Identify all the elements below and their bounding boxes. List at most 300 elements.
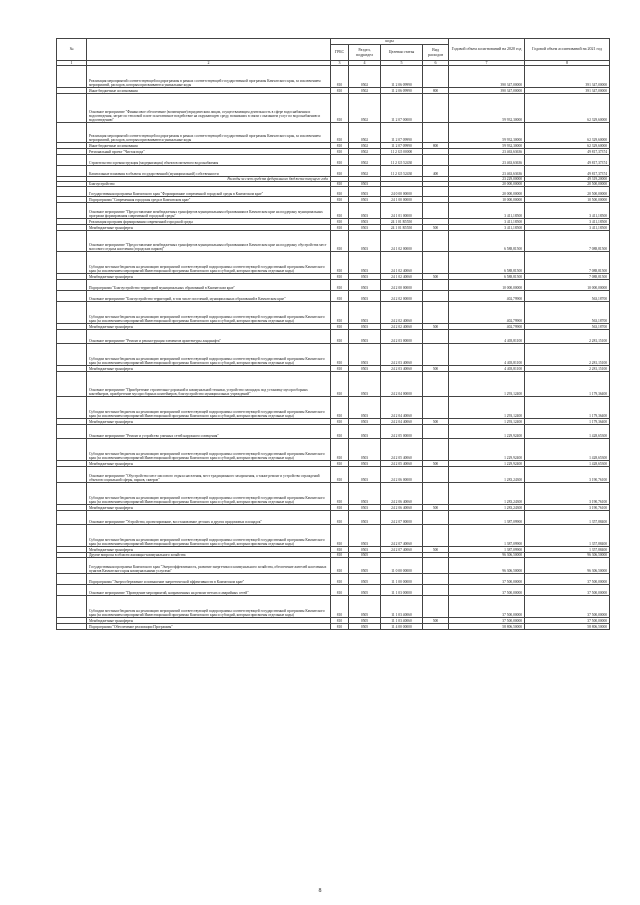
row-razdel-cell: 0503 <box>349 187 381 197</box>
row-name-cell: Субсидии местным бюджетам на реализацию мероприятий соответствующей подпрограммы соответствующей государственной программы Камчатского края (за исключением мероприятий Инвестиционной программы Камчатского края и субсидий, которым присвоены отдельные коды) <box>87 483 331 505</box>
row-2021-cell: 96 306,50000 <box>525 558 610 574</box>
row-2020-cell: 3 411,18500 <box>449 219 525 225</box>
row-tsel-cell: 24 2 02 00000 <box>381 291 423 302</box>
row-name-cell: Субсидии местным бюджетам на реализацию мероприятий соответствующей подпрограммы соответствующей государственной программы Камчатского края (за исключением мероприятий Инвестиционной программы Камчатского края и субсидий, которым присвоены отдельные коды) <box>87 252 331 274</box>
row-2021-cell: 1 428,65300 <box>525 425 610 439</box>
row-grbs-cell: 810 <box>331 123 349 143</box>
row-name-cell: Межбюджетные трансферты <box>87 274 331 280</box>
row-tsel-cell: 11 2 06 09990 <box>381 66 423 88</box>
row-vid-cell: 500 <box>423 618 449 624</box>
row-razdel-cell: 0503 <box>349 511 381 525</box>
row-2021-cell: 3 411,18500 <box>525 225 610 231</box>
row-grbs-cell: 810 <box>331 372 349 397</box>
row-name-cell: Благоустройство <box>87 182 331 187</box>
row-tsel-cell: 24 2 05 00000 <box>381 425 423 439</box>
row-name-cell: Межбюджетные трансферты <box>87 366 331 372</box>
row-2020-cell: 20 000,00000 <box>449 182 525 187</box>
row-vid-cell <box>423 252 449 274</box>
table-row <box>57 397 610 419</box>
row-grbs-cell: 810 <box>331 505 349 511</box>
row-tsel-cell: 24 2 06 00000 <box>381 467 423 483</box>
row-2021-cell: 49 319,20000 <box>525 177 610 182</box>
row-vid-cell <box>423 397 449 419</box>
col-number: 1 <box>57 61 87 66</box>
row-2021-cell: 2 281,15100 <box>525 330 610 344</box>
row-num-cell <box>57 483 87 505</box>
row-2020-cell: 1 293,12400 <box>449 419 525 425</box>
col-number: 7 <box>449 61 525 66</box>
row-name-cell: Строительство и реконструкция (модернизация) объектов питьевого водоснабжения <box>87 155 331 166</box>
row-razdel-cell: 0503 <box>349 197 381 203</box>
row-vid-cell <box>423 280 449 291</box>
row-grbs-cell: 810 <box>331 461 349 467</box>
row-2021-cell: 1 179,36400 <box>525 397 610 419</box>
row-grbs-cell: 810 <box>331 143 349 149</box>
row-2020-cell: 4 403,81100 <box>449 330 525 344</box>
row-grbs-cell: 810 <box>331 291 349 302</box>
row-2020-cell: 23 463,63636 <box>449 155 525 166</box>
row-num-cell <box>57 123 87 143</box>
row-grbs-cell: 810 <box>331 252 349 274</box>
budget-table <box>56 38 610 630</box>
row-2021-cell: 37 500,00000 <box>525 585 610 596</box>
row-tsel-cell: 24 1 01 R5550 <box>381 219 423 225</box>
row-name-cell: Субсидии местным бюджетам на реализацию мероприятий соответствующей подпрограммы соответствующей государственной программы Камчатского края (за исключением мероприятий Инвестиционной программы Камчатского края и субсидий, которым присвоены отдельные коды) <box>87 302 331 324</box>
row-grbs-cell: 810 <box>331 467 349 483</box>
row-num-cell <box>57 585 87 596</box>
col-number: 8 <box>525 61 610 66</box>
row-tsel-cell: 24 2 04 00000 <box>381 372 423 397</box>
row-num-cell <box>57 372 87 397</box>
row-vid-cell <box>423 558 449 574</box>
row-2021-cell: 10 000,00000 <box>525 280 610 291</box>
row-grbs-cell: 810 <box>331 155 349 166</box>
table-row <box>57 372 610 397</box>
col-name-header <box>87 39 331 61</box>
row-2020-cell: 4 403,81100 <box>449 344 525 366</box>
row-num-cell <box>57 624 87 630</box>
row-2020-cell: 402,79900 <box>449 291 525 302</box>
row-vid-cell <box>423 511 449 525</box>
page-number: 8 <box>318 888 322 894</box>
row-name-cell: Основное мероприятие "Благоустройство территорий, в том числе поселений, муниципальных образований в Камчатском крае" <box>87 291 331 302</box>
row-vid-cell <box>423 439 449 461</box>
row-2020-cell: 37 500,00000 <box>449 574 525 585</box>
table-row <box>57 425 610 439</box>
row-razdel-cell: 0505 <box>349 618 381 624</box>
row-2020-cell: 23 463,63636 <box>449 149 525 155</box>
row-razdel-cell: 0503 <box>349 461 381 467</box>
row-vid-cell <box>423 203 449 219</box>
row-vid-cell: 500 <box>423 419 449 425</box>
table-row <box>57 187 610 197</box>
row-grbs-cell: 810 <box>331 330 349 344</box>
row-2020-cell: 1 293,12400 <box>449 397 525 419</box>
row-2020-cell: 23 463,63636 <box>449 166 525 177</box>
row-razdel-cell: 0503 <box>349 280 381 291</box>
table-row <box>57 439 610 461</box>
row-grbs-cell: 810 <box>331 302 349 324</box>
row-grbs-cell: 810 <box>331 624 349 630</box>
row-razdel-cell: 0502 <box>349 155 381 166</box>
row-tsel-cell: 24 1 02 40060 <box>381 274 423 280</box>
row-name-cell: Реализация программ формирования современной городской среды <box>87 219 331 225</box>
row-2020-cell: 58 806,50000 <box>449 624 525 630</box>
row-2020-cell: 23 229,00000 <box>449 177 525 182</box>
col-2021-header: Годовой объем ассигнований на 2021 год <box>525 39 610 61</box>
row-name-cell: Основное мероприятие "Устройство, проектирование, восстановление детских и других придомовых площадок" <box>87 511 331 525</box>
row-grbs-cell: 810 <box>331 596 349 618</box>
row-num-cell <box>57 166 87 177</box>
row-name-cell: Подпрограмма "Современная городская среда в Камчатском крае" <box>87 197 331 203</box>
table-row <box>57 483 610 505</box>
row-grbs-cell: 810 <box>331 558 349 574</box>
row-2021-cell: 3 190,76100 <box>525 505 610 511</box>
row-vid-cell <box>423 291 449 302</box>
table-row <box>57 511 610 525</box>
row-name-cell: Межбюджетные трансферты <box>87 461 331 467</box>
row-razdel-cell: 0503 <box>349 547 381 553</box>
row-name-cell: Реализация мероприятий соответствующей подпрограммы в рамках соответствующей государственной программы Камчатского края, за исключением мероприятий, расходов, которым присваиваются уникальные коды <box>87 66 331 88</box>
row-razdel-cell: 0503 <box>349 372 381 397</box>
row-vid-cell <box>423 330 449 344</box>
row-num-cell <box>57 511 87 525</box>
row-2021-cell: 20 500,00000 <box>525 182 610 187</box>
row-grbs-cell: 810 <box>331 366 349 372</box>
row-name-cell: Основное мероприятие "Предоставление межбюджетных трансфертов муниципальным образованиям в Камчатском крае на поддержку обустройства мест массового отдыха населения (городских парков)" <box>87 231 331 252</box>
budget-table-page <box>56 38 609 630</box>
row-2021-cell: 1 428,65300 <box>525 461 610 467</box>
col-number: 6 <box>423 61 449 66</box>
row-tsel-cell: 11 2 07 00000 <box>381 94 423 123</box>
row-tsel-cell: 24 2 02 40060 <box>381 302 423 324</box>
row-razdel-cell: 0502 <box>349 94 381 123</box>
row-vid-cell: 500 <box>423 461 449 467</box>
row-num-cell <box>57 280 87 291</box>
row-num-cell <box>57 66 87 88</box>
row-num-cell <box>57 330 87 344</box>
row-tsel-cell: 24 2 05 40060 <box>381 461 423 467</box>
col-razdel-header: Раздел, подраздел <box>349 45 381 61</box>
row-grbs-cell: 810 <box>331 280 349 291</box>
row-tsel-cell: 11 1 03 00000 <box>381 585 423 596</box>
row-2021-cell: 1 428,65300 <box>525 439 610 461</box>
row-2020-cell: 1 387,09900 <box>449 511 525 525</box>
row-grbs-cell: 810 <box>331 511 349 525</box>
row-num-cell <box>57 252 87 274</box>
row-2021-cell: 58 806,50000 <box>525 624 610 630</box>
row-name-cell: Государственная программа Камчатского края "Энергоэффективность, развитие энергетики и коммунального хозяйства, обеспечение жителей населенных пунктов Камчатского края коммунальными услугами" <box>87 558 331 574</box>
row-num-cell <box>57 467 87 483</box>
row-razdel-cell: 0503 <box>349 525 381 547</box>
row-2020-cell: 3 411,18500 <box>449 203 525 219</box>
row-2020-cell: 10 000,00000 <box>449 197 525 203</box>
row-razdel-cell: 0505 <box>349 585 381 596</box>
row-2021-cell: 62 329,60000 <box>525 94 610 123</box>
row-vid-cell: 800 <box>423 143 449 149</box>
row-vid-cell <box>423 66 449 88</box>
table-row <box>57 525 610 547</box>
row-razdel-cell: 0502 <box>349 88 381 94</box>
row-grbs-cell: 810 <box>331 197 349 203</box>
row-name-cell: Основное мероприятие "Проведение мероприятий, направленных на ремонт ветхих и аварийных сетей" <box>87 585 331 596</box>
table-row <box>57 330 610 344</box>
row-2020-cell: 390 347,00000 <box>449 88 525 94</box>
row-tsel-cell: 24 2 00 00000 <box>381 280 423 291</box>
row-2020-cell: 59 932,30000 <box>449 94 525 123</box>
row-tsel-cell: 24 0 00 00000 <box>381 187 423 197</box>
table-row <box>57 166 610 177</box>
row-2021-cell: 3 411,18500 <box>525 203 610 219</box>
row-num-cell <box>57 203 87 219</box>
row-tsel-cell: 24 2 03 40060 <box>381 366 423 372</box>
row-num-cell <box>57 574 87 585</box>
row-grbs-cell: 810 <box>331 203 349 219</box>
row-vid-cell <box>423 123 449 143</box>
row-2021-cell: 1 357,88400 <box>525 525 610 547</box>
row-name-cell: Межбюджетные трансферты <box>87 505 331 511</box>
row-tsel-cell: 11 0 00 00000 <box>381 558 423 574</box>
row-razdel-cell: 0503 <box>349 439 381 461</box>
row-tsel-cell: 24 2 06 40060 <box>381 483 423 505</box>
row-razdel-cell: 0502 <box>349 143 381 149</box>
row-2020-cell: 59 932,30000 <box>449 143 525 149</box>
row-vid-cell <box>423 187 449 197</box>
row-razdel-cell: 0502 <box>349 166 381 177</box>
row-vid-cell: 500 <box>423 366 449 372</box>
row-name-cell: Основное мероприятие "Обустройство мест массового отдыха населения, мест традиционного захоронения, а также ремонт и устройство ограждений объектов социальной сферы, парков, скверов" <box>87 467 331 483</box>
row-grbs-cell: 810 <box>331 94 349 123</box>
row-razdel-cell: 0503 <box>349 366 381 372</box>
row-2021-cell: 49 817,37374 <box>525 155 610 166</box>
row-tsel-cell: 24 2 03 40060 <box>381 344 423 366</box>
table-row <box>57 66 610 88</box>
row-2021-cell: 7 088,81500 <box>525 231 610 252</box>
row-grbs-cell: 810 <box>331 525 349 547</box>
row-grbs-cell: 810 <box>331 149 349 155</box>
row-2021-cell: 7 088,81500 <box>525 252 610 274</box>
row-vid-cell: 800 <box>423 88 449 94</box>
row-name-cell: Основное мероприятие "Ремонт и реконструкция элементов архитектуры ландшафта" <box>87 330 331 344</box>
row-2020-cell: 1 283,24300 <box>449 467 525 483</box>
col-vid-header: Вид расходов <box>423 45 449 61</box>
row-2021-cell: 1 179,36400 <box>525 419 610 425</box>
row-num-cell <box>57 291 87 302</box>
row-tsel-cell: 24 1 00 00000 <box>381 197 423 203</box>
row-name-cell: Основное мероприятие "Предоставление межбюджетных трансфертов муниципальным образованиям в Камчатском крае на поддержку муниципальных программ формирования современной городской среды" <box>87 203 331 219</box>
row-num-cell <box>57 231 87 252</box>
row-2020-cell: 10 000,00000 <box>449 280 525 291</box>
row-2021-cell: 563,18700 <box>525 324 610 330</box>
row-grbs-cell: 810 <box>331 547 349 553</box>
row-num-cell <box>57 439 87 461</box>
row-razdel-cell: 0505 <box>349 624 381 630</box>
row-vid-cell <box>423 231 449 252</box>
row-razdel-cell: 0503 <box>349 419 381 425</box>
row-name-cell: Межбюджетные трансферты <box>87 618 331 624</box>
row-2020-cell: 402,79900 <box>449 324 525 330</box>
row-grbs-cell: 810 <box>331 425 349 439</box>
row-2020-cell: 3 411,18500 <box>449 225 525 231</box>
row-tsel-cell: 11 1 00 00000 <box>381 574 423 585</box>
row-2020-cell: 4 403,81100 <box>449 366 525 372</box>
row-2020-cell: 96 306,50000 <box>449 558 525 574</box>
row-name-cell: Расходы за счет средств федерального бюджета текущего года <box>87 177 331 182</box>
row-razdel-cell: 0503 <box>349 397 381 419</box>
row-razdel-cell: 0503 <box>349 324 381 330</box>
row-name-cell: Другие вопросы в области жилищно-коммунального хозяйства <box>87 553 331 558</box>
row-2020-cell: 1 293,12400 <box>449 372 525 397</box>
row-grbs-cell: 810 <box>331 483 349 505</box>
row-2020-cell: 37 500,00000 <box>449 618 525 624</box>
row-tsel-cell: 11 2 06 09990 <box>381 88 423 94</box>
row-razdel-cell: 0503 <box>349 467 381 483</box>
row-grbs-cell: 810 <box>331 324 349 330</box>
row-razdel-cell: 0503 <box>349 505 381 511</box>
col-grbs-header: ГРБС <box>331 45 349 61</box>
row-vid-cell: 500 <box>423 225 449 231</box>
row-2021-cell: 391 347,00000 <box>525 66 610 88</box>
row-name-cell: Основное мероприятие "Финансовое обеспечение (возмещение) юридическим лицам, осуществляющим деятельность в сфере водоснабжения и водоотведения, затрат по тепловой плате за негативное воздействие на окружающую среду, возникших в связи с оказанием услуг по водоснабжению и водоотведению" <box>87 94 331 123</box>
row-vid-cell <box>423 596 449 618</box>
row-2021-cell: 3 190,76100 <box>525 467 610 483</box>
row-razdel-cell: 0503 <box>349 483 381 505</box>
row-2020-cell: 1 229,92400 <box>449 439 525 461</box>
table-row <box>57 558 610 574</box>
row-name-cell: Основное мероприятие "Ремонт и устройство уличных сетей наружного освещения" <box>87 425 331 439</box>
row-name-cell: Иные бюджетные ассигнования <box>87 143 331 149</box>
row-razdel-cell: 0505 <box>349 553 381 558</box>
table-row <box>57 291 610 302</box>
row-tsel-cell: 11 2 G5 00000 <box>381 149 423 155</box>
row-name-cell: Межбюджетные трансферты <box>87 547 331 553</box>
table-row <box>57 344 610 366</box>
row-vid-cell: 500 <box>423 274 449 280</box>
row-name-cell: Государственная программа Камчатского края "Формирование современной городской среды в Камчатском крае" <box>87 187 331 197</box>
row-vid-cell <box>423 483 449 505</box>
row-tsel-cell: 24 2 04 40060 <box>381 397 423 419</box>
row-name-cell: Межбюджетные трансферты <box>87 419 331 425</box>
row-tsel-cell: 11 2 07 09990 <box>381 123 423 143</box>
row-name-cell: Иные бюджетные ассигнования <box>87 88 331 94</box>
row-2020-cell: 37 500,00000 <box>449 596 525 618</box>
row-num-cell <box>57 94 87 123</box>
row-name-cell: Субсидии местным бюджетам на реализацию мероприятий соответствующей подпрограммы соответствующей государственной программы Камчатского края (за исключением мероприятий Инвестиционной программы Камчатского края и субсидий, которым присвоены отдельные коды) <box>87 439 331 461</box>
row-vid-cell: 500 <box>423 505 449 511</box>
row-2021-cell: 7 088,81500 <box>525 274 610 280</box>
row-2020-cell: 6 588,81500 <box>449 274 525 280</box>
row-num-cell <box>57 302 87 324</box>
row-grbs-cell: 810 <box>331 88 349 94</box>
row-razdel-cell: 0502 <box>349 149 381 155</box>
row-name-cell: Субсидии местным бюджетам на реализацию мероприятий соответствующей подпрограммы соответствующей государственной программы Камчатского края (за исключением мероприятий Инвестиционной программы Камчатского края и субсидий, которым присвоены отдельные коды) <box>87 525 331 547</box>
row-name-cell: Капитальные вложения в объекты государственной (муниципальной) собственности <box>87 166 331 177</box>
row-razdel-cell: 0502 <box>349 123 381 143</box>
row-name-cell: Подпрограмма "Благоустройство территорий муниципальных образований в Камчатском крае" <box>87 280 331 291</box>
row-2020-cell: 1 229,92400 <box>449 425 525 439</box>
row-tsel-cell: 24 1 02 00000 <box>381 231 423 252</box>
row-tsel-cell: 24 2 03 00000 <box>381 330 423 344</box>
row-2021-cell: 62 329,60000 <box>525 123 610 143</box>
table-row <box>57 302 610 324</box>
row-num-cell <box>57 425 87 439</box>
row-2021-cell: 563,18700 <box>525 302 610 324</box>
row-name-cell: Подпрограмма "Обеспечение реализации Программы" <box>87 624 331 630</box>
row-2020-cell: 402,79900 <box>449 302 525 324</box>
row-vid-cell <box>423 155 449 166</box>
table-row <box>57 574 610 585</box>
row-2021-cell: 20 500,00000 <box>525 187 610 197</box>
row-2020-cell: 20 000,00000 <box>449 187 525 197</box>
row-grbs-cell: 810 <box>331 344 349 366</box>
row-vid-cell <box>423 425 449 439</box>
table-row <box>57 467 610 483</box>
col-tsel-header: Целевая статья <box>381 45 423 61</box>
row-tsel-cell: 24 2 07 00000 <box>381 511 423 525</box>
row-razdel-cell: 0503 <box>349 425 381 439</box>
row-name-cell: Субсидии местным бюджетам на реализацию мероприятий соответствующей подпрограммы соответствующей государственной программы Камчатского края (за исключением мероприятий Инвестиционной программы Камчатского края и субсидий, которым присвоены отдельные коды) <box>87 596 331 618</box>
table-row <box>57 596 610 618</box>
row-razdel-cell: 0503 <box>349 203 381 219</box>
row-vid-cell <box>423 574 449 585</box>
table-row <box>57 624 610 630</box>
row-grbs-cell: 810 <box>331 439 349 461</box>
row-tsel-cell: 11 4 00 00000 <box>381 624 423 630</box>
row-2021-cell: 37 500,00000 <box>525 574 610 585</box>
row-tsel-cell: 24 1 02 40060 <box>381 252 423 274</box>
row-vid-cell: 400 <box>423 166 449 177</box>
row-name-cell: Основное мероприятие "Приобретение строительно-дорожной и коммунальной техники, устройство площадок под установку мусоросборных контейнеров, приобретение мусоросборных контейнеров, благоустройство муниципальных учреждений" <box>87 372 331 397</box>
row-razdel-cell: 0503 <box>349 344 381 366</box>
row-2020-cell: 1 229,92400 <box>449 461 525 467</box>
row-razdel-cell: 0502 <box>349 66 381 88</box>
row-grbs-cell: 810 <box>331 182 349 187</box>
row-tsel-cell: 24 2 07 40060 <box>381 525 423 547</box>
row-tsel-cell: 24 2 05 40060 <box>381 439 423 461</box>
row-2021-cell: 62 329,60000 <box>525 143 610 149</box>
row-2020-cell: 1 283,24300 <box>449 483 525 505</box>
row-razdel-cell: 0503 <box>349 302 381 324</box>
row-2021-cell: 391 347,00000 <box>525 88 610 94</box>
row-2020-cell: 1 283,24300 <box>449 505 525 511</box>
row-2020-cell: 1 387,09900 <box>449 525 525 547</box>
row-tsel-cell: 24 2 07 40060 <box>381 547 423 553</box>
row-razdel-cell: 0503 <box>349 231 381 252</box>
row-razdel-cell: 0503 <box>349 274 381 280</box>
row-2020-cell: 37 500,00000 <box>449 585 525 596</box>
row-grbs-cell: 810 <box>331 397 349 419</box>
row-2021-cell: 2 281,15100 <box>525 366 610 372</box>
row-grbs-cell: 810 <box>331 585 349 596</box>
col-number: 4 <box>349 61 381 66</box>
row-2021-cell: 1 357,88400 <box>525 547 610 553</box>
row-vid-cell <box>423 372 449 397</box>
row-name-cell: Межбюджетные трансферты <box>87 324 331 330</box>
row-name-cell: Реализация мероприятий соответствующей подпрограммы в рамках соответствующей государственной программы Камчатского края, за исключением мероприятий, расходов, которым присваиваются уникальные коды <box>87 123 331 143</box>
row-grbs-cell: 810 <box>331 66 349 88</box>
row-grbs-cell: 810 <box>331 166 349 177</box>
row-2020-cell: 96 306,50000 <box>449 553 525 558</box>
row-razdel-cell: 0505 <box>349 596 381 618</box>
row-grbs-cell: 810 <box>331 574 349 585</box>
row-razdel-cell: 0505 <box>349 558 381 574</box>
table-row <box>57 94 610 123</box>
row-2021-cell: 10 500,00000 <box>525 197 610 203</box>
row-tsel-cell: 24 2 06 40060 <box>381 505 423 511</box>
row-2020-cell: 1 387,09900 <box>449 547 525 553</box>
row-num-cell <box>57 344 87 366</box>
table-row <box>57 585 610 596</box>
